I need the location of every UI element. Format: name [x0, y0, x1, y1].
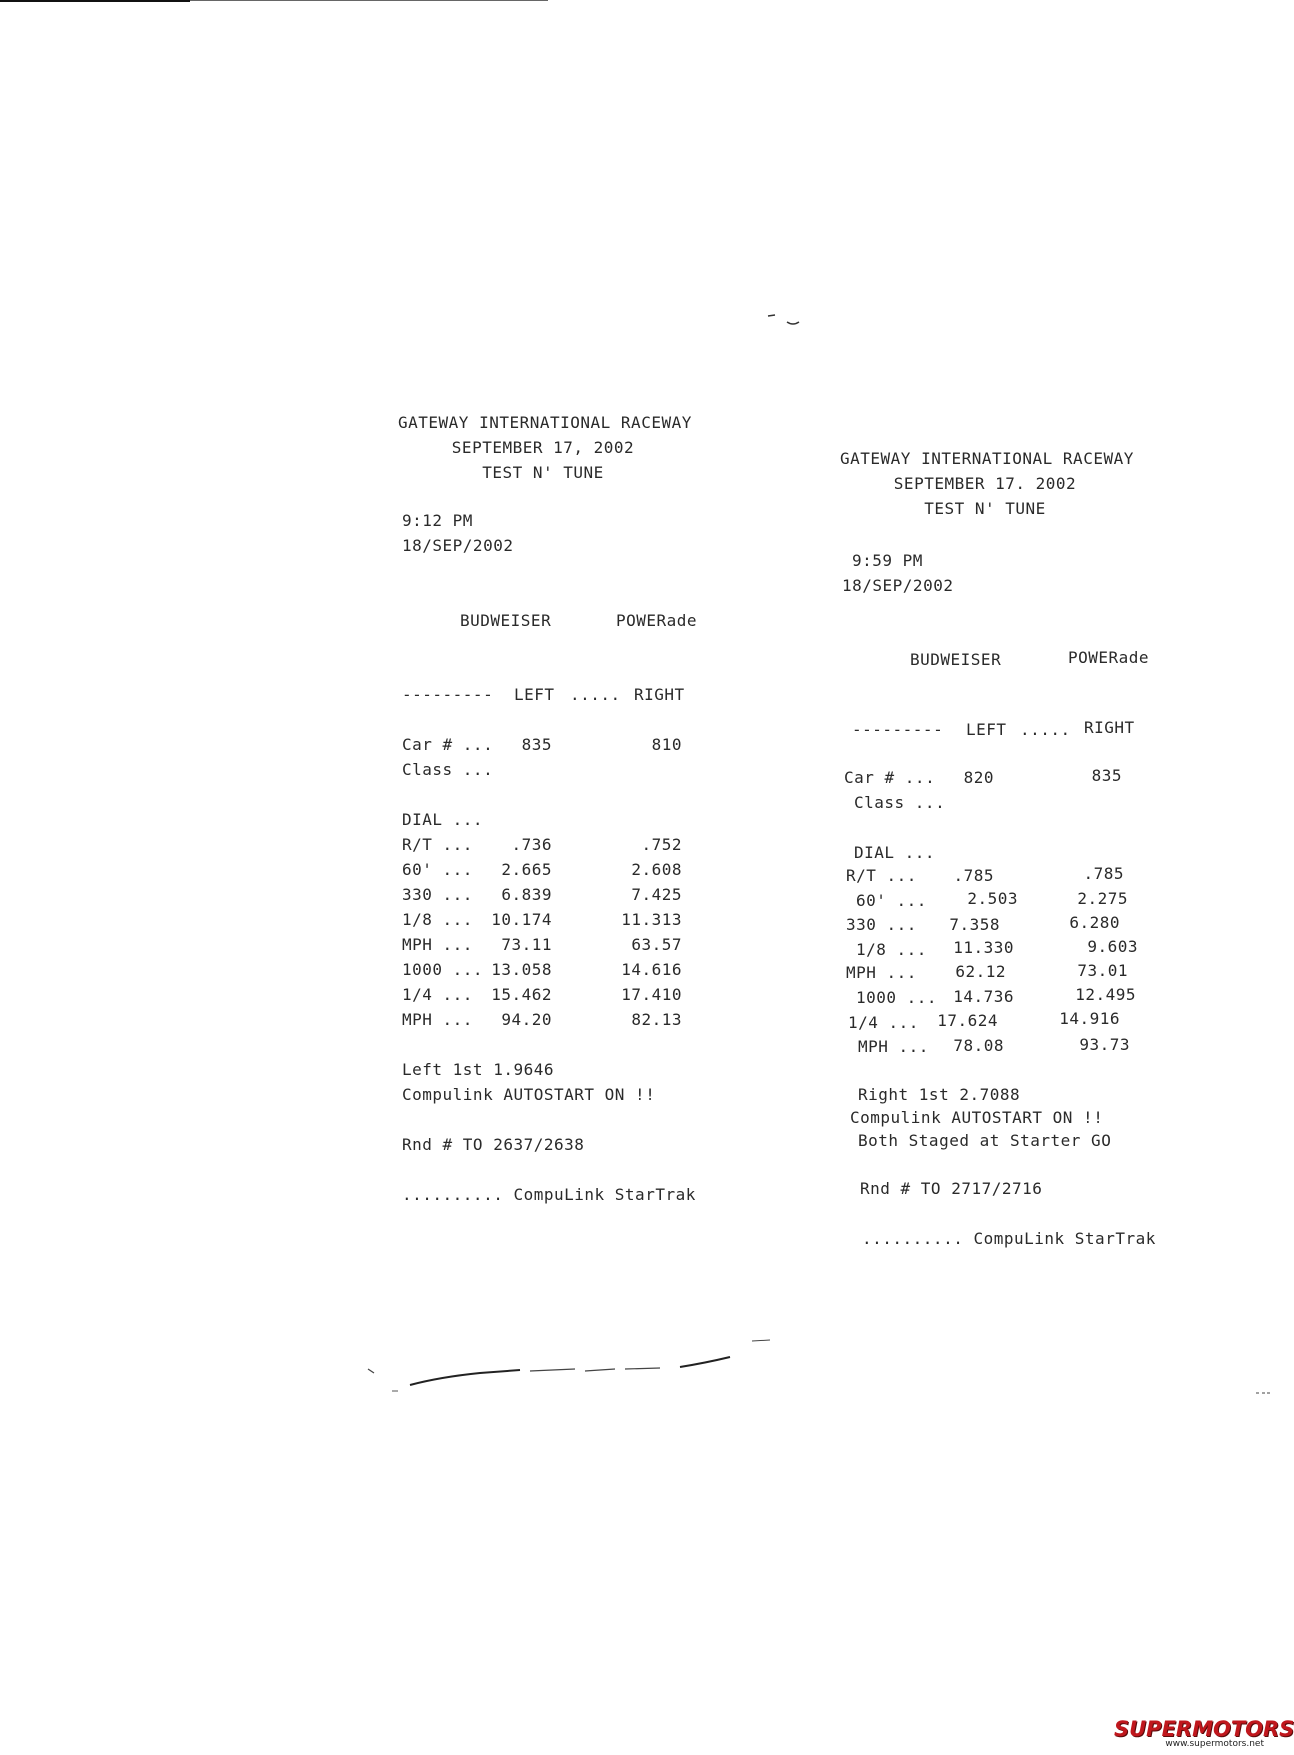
system-footer: .......... CompuLink StarTrak	[862, 1229, 1156, 1248]
sponsor-left: BUDWEISER	[910, 650, 1002, 669]
event-date: SEPTEMBER 17. 2002	[893, 474, 1077, 493]
row-label: 60' ...	[856, 891, 927, 910]
lane-divider-dots: .....	[1020, 720, 1071, 739]
row-right-value: 6.280	[1069, 913, 1120, 932]
lane-divider-dashes: ---------	[402, 685, 494, 704]
row-left-value: 835	[521, 735, 552, 754]
lane-left-header: LEFT	[514, 685, 555, 704]
row-left-value: 10.174	[491, 910, 552, 929]
row-label: 60' ...	[402, 860, 473, 879]
row-label: Class ...	[402, 760, 494, 779]
row-label: 1/4 ...	[402, 985, 473, 1004]
row-left-value: 6.839	[501, 885, 552, 904]
sponsor-left: BUDWEISER	[460, 611, 552, 630]
run-date: 18/SEP/2002	[842, 576, 954, 595]
autostart-note: Compulink AUTOSTART ON !!	[402, 1085, 656, 1104]
run-time: 9:59 PM	[852, 551, 923, 570]
row-right-value: 14.916	[1059, 1009, 1120, 1028]
row-left-value: .785	[953, 866, 994, 885]
row-left-value: 73.11	[501, 935, 552, 954]
row-left-value: 13.058	[491, 960, 552, 979]
timeslip-left	[398, 400, 738, 1220]
row-label: DIAL ...	[402, 810, 484, 829]
sponsor-right: POWERade	[1068, 648, 1150, 667]
row-right-value: 63.57	[631, 935, 682, 954]
row-right-value: 835	[1091, 766, 1122, 785]
event-name: TEST N' TUNE	[482, 463, 604, 482]
row-label: MPH ...	[858, 1037, 929, 1056]
row-left-value: 17.624	[937, 1011, 998, 1030]
row-right-value: .752	[641, 835, 682, 854]
row-left-value: 2.665	[501, 860, 552, 879]
row-label: R/T ...	[402, 835, 473, 854]
scan-mark	[765, 308, 805, 328]
race-result: Left 1st 1.9646	[402, 1060, 554, 1079]
row-left-value: 11.330	[953, 938, 1014, 957]
sponsor-right: POWERade	[616, 611, 698, 630]
row-label: Class ...	[854, 793, 946, 812]
scan-edge-line	[190, 0, 548, 1]
row-right-value: 7.425	[631, 885, 682, 904]
row-right-value: 17.410	[621, 985, 682, 1004]
track-name: GATEWAY INTERNATIONAL RACEWAY	[840, 449, 1134, 468]
row-label: 330 ...	[402, 885, 473, 904]
row-label: DIAL ...	[854, 843, 936, 862]
run-time: 9:12 PM	[402, 511, 473, 530]
race-result: Right 1st 2.7088	[858, 1085, 1021, 1104]
row-right-value: 2.275	[1077, 889, 1128, 908]
row-right-value: 73.01	[1077, 961, 1128, 980]
row-label: Car # ...	[844, 768, 936, 787]
run-date: 18/SEP/2002	[402, 536, 514, 555]
scan-mark	[1255, 1390, 1271, 1396]
autostart-note: Compulink AUTOSTART ON !!	[850, 1108, 1104, 1127]
row-label: MPH ...	[402, 935, 473, 954]
row-label: 330 ...	[846, 915, 917, 934]
row-label: 1/8 ...	[856, 940, 927, 959]
scan-edge-line	[0, 0, 190, 2]
row-right-value: 11.313	[621, 910, 682, 929]
row-left-value: 94.20	[501, 1010, 552, 1029]
lane-left-header: LEFT	[966, 720, 1007, 739]
row-left-value: 820	[963, 768, 994, 787]
timeslip-right	[840, 440, 1170, 1270]
row-right-value: .785	[1083, 864, 1124, 883]
row-label: 1/4 ...	[848, 1013, 919, 1032]
row-right-value: 2.608	[631, 860, 682, 879]
row-label: R/T ...	[846, 866, 917, 885]
row-right-value: 93.73	[1079, 1035, 1130, 1054]
row-left-value: 2.503	[967, 889, 1018, 908]
row-right-value: 9.603	[1087, 937, 1138, 956]
supermotors-logo	[1114, 1717, 1294, 1749]
row-label: MPH ...	[846, 963, 917, 982]
logo-wordmark: SUPERMOTORS	[1114, 1717, 1294, 1741]
event-name: TEST N' TUNE	[924, 499, 1046, 518]
row-left-value: 14.736	[953, 987, 1014, 1006]
row-right-value: 12.495	[1075, 985, 1136, 1004]
row-right-value: 810	[651, 735, 682, 754]
lane-right-header: RIGHT	[634, 685, 685, 704]
track-name: GATEWAY INTERNATIONAL RACEWAY	[398, 413, 692, 432]
logo-url: www.supermotors.net	[1165, 1739, 1264, 1749]
lane-divider-dashes: ---------	[852, 720, 944, 739]
lane-divider-dots: .....	[570, 685, 621, 704]
row-label: Car # ...	[402, 735, 494, 754]
scan-streak	[360, 1325, 780, 1395]
row-left-value: 78.08	[953, 1036, 1004, 1055]
round-number: Rnd # TO 2637/2638	[402, 1135, 585, 1154]
row-label: MPH ...	[402, 1010, 473, 1029]
staged-note: Both Staged at Starter GO	[858, 1131, 1112, 1150]
row-label: 1000 ...	[402, 960, 484, 979]
row-left-value: 7.358	[949, 915, 1000, 934]
event-date: SEPTEMBER 17, 2002	[451, 438, 635, 457]
row-left-value: 62.12	[955, 962, 1006, 981]
round-number: Rnd # TO 2717/2716	[860, 1179, 1043, 1198]
row-label: 1000 ...	[856, 988, 938, 1007]
row-label: 1/8 ...	[402, 910, 473, 929]
system-footer: .......... CompuLink StarTrak	[402, 1185, 696, 1204]
row-right-value: 82.13	[631, 1010, 682, 1029]
row-right-value: 14.616	[621, 960, 682, 979]
row-left-value: .736	[511, 835, 552, 854]
row-left-value: 15.462	[491, 985, 552, 1004]
lane-right-header: RIGHT	[1084, 718, 1135, 737]
